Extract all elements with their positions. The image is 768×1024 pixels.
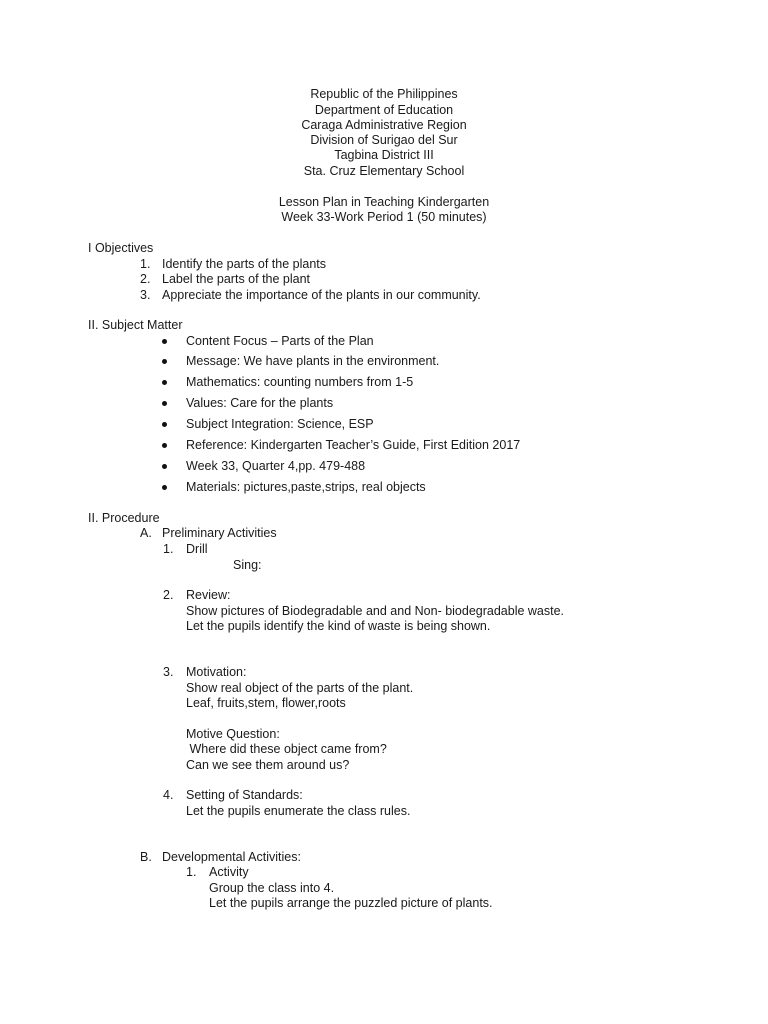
subject-item-mathematics: Mathematics: counting numbers from 1-5 [186,375,414,389]
bullet-icon [162,339,167,344]
activity-line-2: Let the pupils arrange the puzzled picture of plants. [209,896,493,910]
lesson-plan-week: Week 33-Work Period 1 (50 minutes) [281,210,487,224]
bullet-icon [162,464,167,469]
objective-item-2: Label the parts of the plant [162,272,311,286]
objective-number-2: 2. [140,272,151,286]
objective-item-3: Appreciate the importance of the plants in our community. [162,288,481,302]
review-title: Review: [186,588,231,602]
motivation-line-2: Leaf, fruits,stem, flower,roots [186,696,346,710]
bullet-icon [162,443,167,448]
bullet-icon [162,401,167,406]
standards-title: Setting of Standards: [186,788,303,802]
subject-item-values: Values: Care for the plants [186,396,334,410]
bullet-icon [162,485,167,490]
activity-title: Activity [209,865,249,879]
drill-number: 1. [163,542,174,556]
subject-item-week: Week 33, Quarter 4,pp. 479-488 [186,459,366,473]
review-number: 2. [163,588,174,602]
objective-number-1: 1. [140,257,151,271]
activity-line-1: Group the class into 4. [209,881,335,895]
activity-number: 1. [186,865,197,879]
drill-title: Drill [186,542,208,556]
procedure-letter-b: B. [140,850,152,864]
motive-question-line-1: Where did these object came from? [186,742,387,756]
review-line-2: Let the pupils identify the kind of waste is being shown. [186,619,491,633]
motive-question-line-2: Can we see them around us? [186,758,350,772]
subject-item-integration: Subject Integration: Science, ESP [186,417,374,431]
subject-item-message: Message: We have plants in the environment. [186,354,440,368]
motivation-title: Motivation: [186,665,247,679]
subject-item-reference: Reference: Kindergarten Teacher’s Guide, First Edition 2017 [186,438,521,452]
subject-item-materials: Materials: pictures,paste,strips, real objects [186,480,426,494]
header-republic: Republic of the Philippines [310,87,458,101]
drill-sing-label: Sing: [233,558,262,572]
developmental-activities-title: Developmental Activities: [162,850,301,864]
bullet-icon [162,422,167,427]
review-line-1: Show pictures of Biodegradable and and Non- biodegradable waste. [186,604,565,618]
standards-number: 4. [163,788,174,802]
objective-item-1: Identify the parts of the plants [162,257,326,271]
header-department: Department of Education [314,103,454,117]
header-division: Division of Surigao del Sur [310,133,458,147]
subject-matter-heading: II. Subject Matter [88,318,183,332]
header-district: Tagbina District III [334,148,434,162]
standards-line-1: Let the pupils enumerate the class rules. [186,804,411,818]
procedure-heading: II. Procedure [88,511,160,525]
motivation-line-1: Show real object of the parts of the plant. [186,681,414,695]
motive-question-label: Motive Question: [186,727,280,741]
objectives-heading: I Objectives [88,241,154,255]
lesson-plan-title: Lesson Plan in Teaching Kindergarten [278,195,490,209]
procedure-letter-a: A. [140,526,152,540]
bullet-icon [162,380,167,385]
subject-item-content-focus: Content Focus – Parts of the Plan [186,334,374,348]
bullet-icon [162,359,167,364]
header-school: Sta. Cruz Elementary School [303,164,465,178]
preliminary-activities-title: Preliminary Activities [162,526,277,540]
header-region: Caraga Administrative Region [301,118,467,132]
motivation-number: 3. [163,665,174,679]
objective-number-3: 3. [140,288,151,302]
